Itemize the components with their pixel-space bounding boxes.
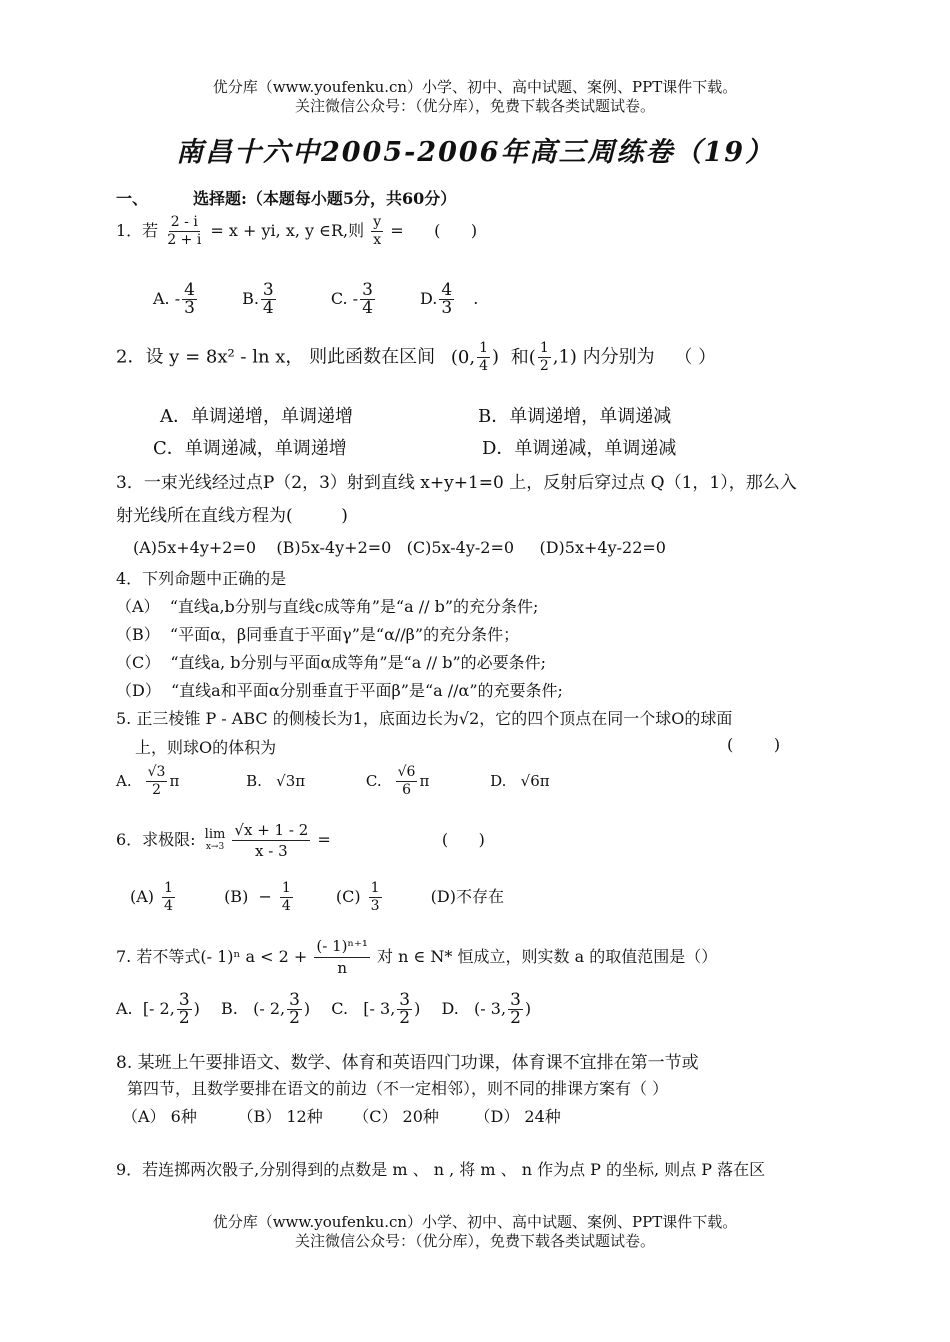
q7-opt-d-close: ): [524, 999, 532, 1018]
q1-opt-b-num: 3: [262, 280, 274, 300]
q7-den: n: [337, 959, 347, 977]
q5-line-1: 5. 正三棱锥 P - ABC 的侧棱长为1，底面边长为√2，它的四个顶点在同一个球O的球面: [116, 709, 733, 728]
q7-opt-b-den: 2: [289, 1008, 300, 1028]
q5-option-c[interactable]: [365, 764, 430, 798]
q2-paren: （ ）: [674, 346, 717, 368]
q4-option-a[interactable]: （A） “直线a,b分别与直线c成等角”是“a // b”的充分条件;: [116, 597, 539, 616]
q7-opt-d-label: D. (- 3,: [441, 999, 507, 1018]
q1-yx-fraction: [371, 214, 383, 249]
q1-tail: = ( ): [390, 221, 478, 240]
q7-option-d[interactable]: [441, 990, 532, 1028]
q7-opt-d-den: 2: [510, 1008, 521, 1028]
q2-int2-frac: [538, 340, 551, 375]
header-line-1: 优分库（www.youfenku.cn）小学、初中、高中试题、案例、PPT课件下载。: [212, 78, 738, 96]
q7-opt-b-label: B. (- 2,: [220, 999, 286, 1018]
q6-option-c[interactable]: [335, 880, 384, 914]
q5-option-b[interactable]: B. √3π: [246, 771, 306, 790]
q1-opt-b-label: B.: [242, 289, 259, 308]
question-1: [116, 214, 477, 249]
q2-int1-close: ): [492, 346, 500, 368]
q7-num: (- 1)ⁿ⁺¹: [314, 936, 370, 958]
q3-options[interactable]: (A)5x+4y+2=0 (B)5x-4y+2=0 (C)5x-4y-2=0 (D)5x+4y-22=0: [133, 538, 666, 557]
q6-opt-b-label: (B) −: [224, 887, 272, 906]
q7-opt-b-close: ): [303, 999, 311, 1018]
page-title: 南昌十六中2005-2006年高三周练卷（19）: [175, 137, 775, 168]
q1-option-b[interactable]: [242, 280, 278, 318]
q5-option-a[interactable]: [116, 764, 180, 798]
q1-options: [153, 282, 478, 317]
q6-option-d[interactable]: (D)不存在: [430, 887, 504, 906]
q5-opt-c-pi: π: [419, 771, 430, 790]
question-7: [116, 936, 717, 979]
q3-line-2: 射光线所在直线方程为( ): [116, 506, 348, 526]
question-2: [116, 340, 716, 375]
q4-stem: 4．下列命题中正确的是: [116, 569, 287, 588]
q9-line-1: 9．若连掷两次骰子,分别得到的点数是 m 、 n , 将 m 、 n 作为点 P 的坐标, 则点 P 落在区: [116, 1160, 766, 1179]
q7-opt-a-den: 2: [178, 1008, 190, 1028]
footer-line-1: 优分库（www.youfenku.cn）小学、初中、高中试题、案例、PPT课件下载。: [212, 1213, 738, 1231]
q5-options: [116, 764, 550, 799]
q6-opt-c-num: 1: [370, 880, 380, 896]
q6-paren: ( ): [441, 830, 485, 849]
q1-opt-c-num: 3: [362, 280, 373, 300]
q4-option-d[interactable]: （D） “直线a和平面α分别垂直于平面β”是“a //α”的充要条件;: [116, 681, 563, 700]
q7-fraction: [314, 936, 370, 979]
q2-int2-den: 2: [539, 358, 549, 374]
q4-option-b[interactable]: （B） “平面α，β同垂直于平面γ”是“α//β”的充分条件；: [116, 625, 520, 644]
footer-line-2: 关注微信公众号：（优分库），免费下载各类试题试卷。: [294, 1232, 655, 1250]
q6-opt-c-den: 3: [370, 898, 380, 914]
q6-num: √x + 1 - 2: [234, 821, 309, 839]
q7-opt-a-close: ): [193, 999, 200, 1018]
q7-opt-c-den: 2: [399, 1008, 411, 1028]
q1-den: 2 + i: [167, 232, 202, 248]
q1-opt-d-label: D.: [420, 289, 438, 308]
q1-mid: = x + yi, x, y ∈R,则: [210, 221, 365, 240]
q7-option-a[interactable]: [116, 990, 200, 1028]
q2-option-c[interactable]: C．单调递减，单调递增: [153, 438, 347, 459]
q5-opt-a-num: √3: [147, 764, 166, 780]
q1-end: .: [473, 289, 479, 308]
q5-line-2: 上，则球O的体积为: [135, 738, 277, 757]
q7-suffix: 对 n ∈ N* 恒成立，则实数 a 的取值范围是（）: [377, 947, 718, 966]
q6-lim-sub: x→3: [205, 841, 225, 852]
q3-line-1: 3．一束光线经过点P（2，3）射到直线 x+y+1=0 上，反射后穿过点 Q（1，1），那么入: [116, 473, 797, 493]
section-heading: 选择题:（本题每小题5分，共60分）: [193, 189, 457, 208]
q7-opt-c-close: ): [414, 999, 421, 1018]
q7-opt-a-label: A. [- 2,: [116, 999, 175, 1018]
q6-option-a[interactable]: [130, 880, 177, 914]
header-line-2: 关注微信公众号：（优分库），免费下载各类试题试卷。: [294, 97, 655, 115]
q5-opt-a-pi: π: [169, 771, 180, 790]
q2-option-d[interactable]: D．单调递减，单调递减: [482, 438, 677, 459]
q5-opt-c-den: 6: [402, 782, 412, 798]
q1-option-d[interactable]: [420, 280, 456, 318]
q7-opt-c-num: 3: [399, 990, 411, 1010]
q5-opt-a-label: A.: [116, 771, 132, 790]
q1-x: x: [373, 232, 382, 248]
q5-opt-a-den: 2: [152, 782, 161, 798]
q1-opt-b-den: 4: [262, 298, 274, 318]
q1-option-a[interactable]: [153, 280, 199, 318]
q2-text: 2．设 y = 8x² - ln x， 则此函数在区间: [116, 346, 436, 368]
section-number: 一、: [116, 189, 149, 208]
q1-prefix: 1．若: [116, 221, 159, 240]
q2-int1-num: 1: [479, 340, 489, 356]
q1-opt-d-den: 3: [441, 298, 453, 318]
q6-options: [130, 880, 504, 915]
q8-line-2: 第四节，且数学要排在语文的前边（不一定相邻），则不同的排课方案有（ ）: [127, 1079, 669, 1098]
q6-den: x - 3: [255, 842, 288, 860]
q1-opt-d-num: 4: [441, 280, 453, 300]
q7-options: [116, 992, 531, 1027]
q2-int1-frac: [477, 340, 490, 375]
q6-opt-b-den: 4: [281, 898, 291, 914]
q7-opt-c-label: C. [- 3,: [331, 999, 396, 1018]
q6-opt-a-num: 1: [164, 880, 173, 896]
q6-lim: [205, 828, 226, 854]
q1-y: y: [373, 214, 382, 230]
q7-opt-a-num: 3: [178, 990, 190, 1010]
q7-option-b[interactable]: [220, 990, 311, 1028]
q6-opt-a-label: (A): [130, 887, 155, 906]
question-6: [116, 820, 485, 861]
q7-opt-d-num: 3: [510, 990, 521, 1010]
q6-fraction: [232, 820, 310, 861]
q2-int1-open: (0,: [450, 346, 476, 368]
q4-option-c[interactable]: （C） “直线a, b分别与平面α成等角”是“a // b”的必要条件;: [116, 653, 547, 672]
q6-opt-c-label: (C): [335, 887, 361, 906]
q2-int2-num: 1: [539, 340, 549, 356]
q2-option-a[interactable]: A．单调递增，单调递增: [160, 406, 353, 427]
q6-opt-b-num: 1: [281, 880, 291, 896]
q7-prefix: 7. 若不等式(- 1)ⁿ a < 2 +: [116, 947, 308, 966]
q5-paren: ( ): [727, 735, 781, 754]
q2-int2-close: ,1) 内分别为: [552, 346, 655, 368]
q7-option-c[interactable]: [331, 990, 421, 1028]
q8-options[interactable]: （A） 6种 （B） 12种 （C） 20种 （D） 24种: [122, 1107, 561, 1126]
q2-and: 和(: [510, 346, 536, 368]
q1-num: 2 - i: [170, 214, 198, 230]
q2-int1-den: 4: [479, 358, 489, 374]
q6-lim-word: lim: [204, 826, 226, 842]
q8-line-1: 8. 某班上午要排语文、数学、体育和英语四门功课，体育课不宜排在第一节或: [116, 1053, 699, 1073]
q2-option-b[interactable]: B．单调递增，单调递减: [478, 406, 672, 427]
q7-opt-b-num: 3: [289, 990, 300, 1010]
q6-eq: =: [317, 830, 331, 849]
q1-option-c[interactable]: [330, 280, 377, 318]
q1-opt-a-den: 3: [184, 298, 195, 318]
q1-opt-a-num: 4: [184, 280, 195, 300]
q6-option-b[interactable]: [224, 880, 295, 914]
q5-option-d[interactable]: D. √6π: [490, 771, 550, 790]
q5-opt-c-label: C.: [365, 771, 382, 790]
q1-opt-c-label: C. -: [330, 289, 359, 308]
q5-opt-c-num: √6: [397, 764, 416, 780]
q6-opt-a-den: 4: [164, 898, 173, 914]
q1-fraction: [165, 214, 203, 249]
q1-opt-a-label: A. -: [153, 289, 181, 308]
q6-prefix: 6．求极限:: [116, 830, 196, 849]
q1-opt-c-den: 4: [362, 298, 373, 318]
